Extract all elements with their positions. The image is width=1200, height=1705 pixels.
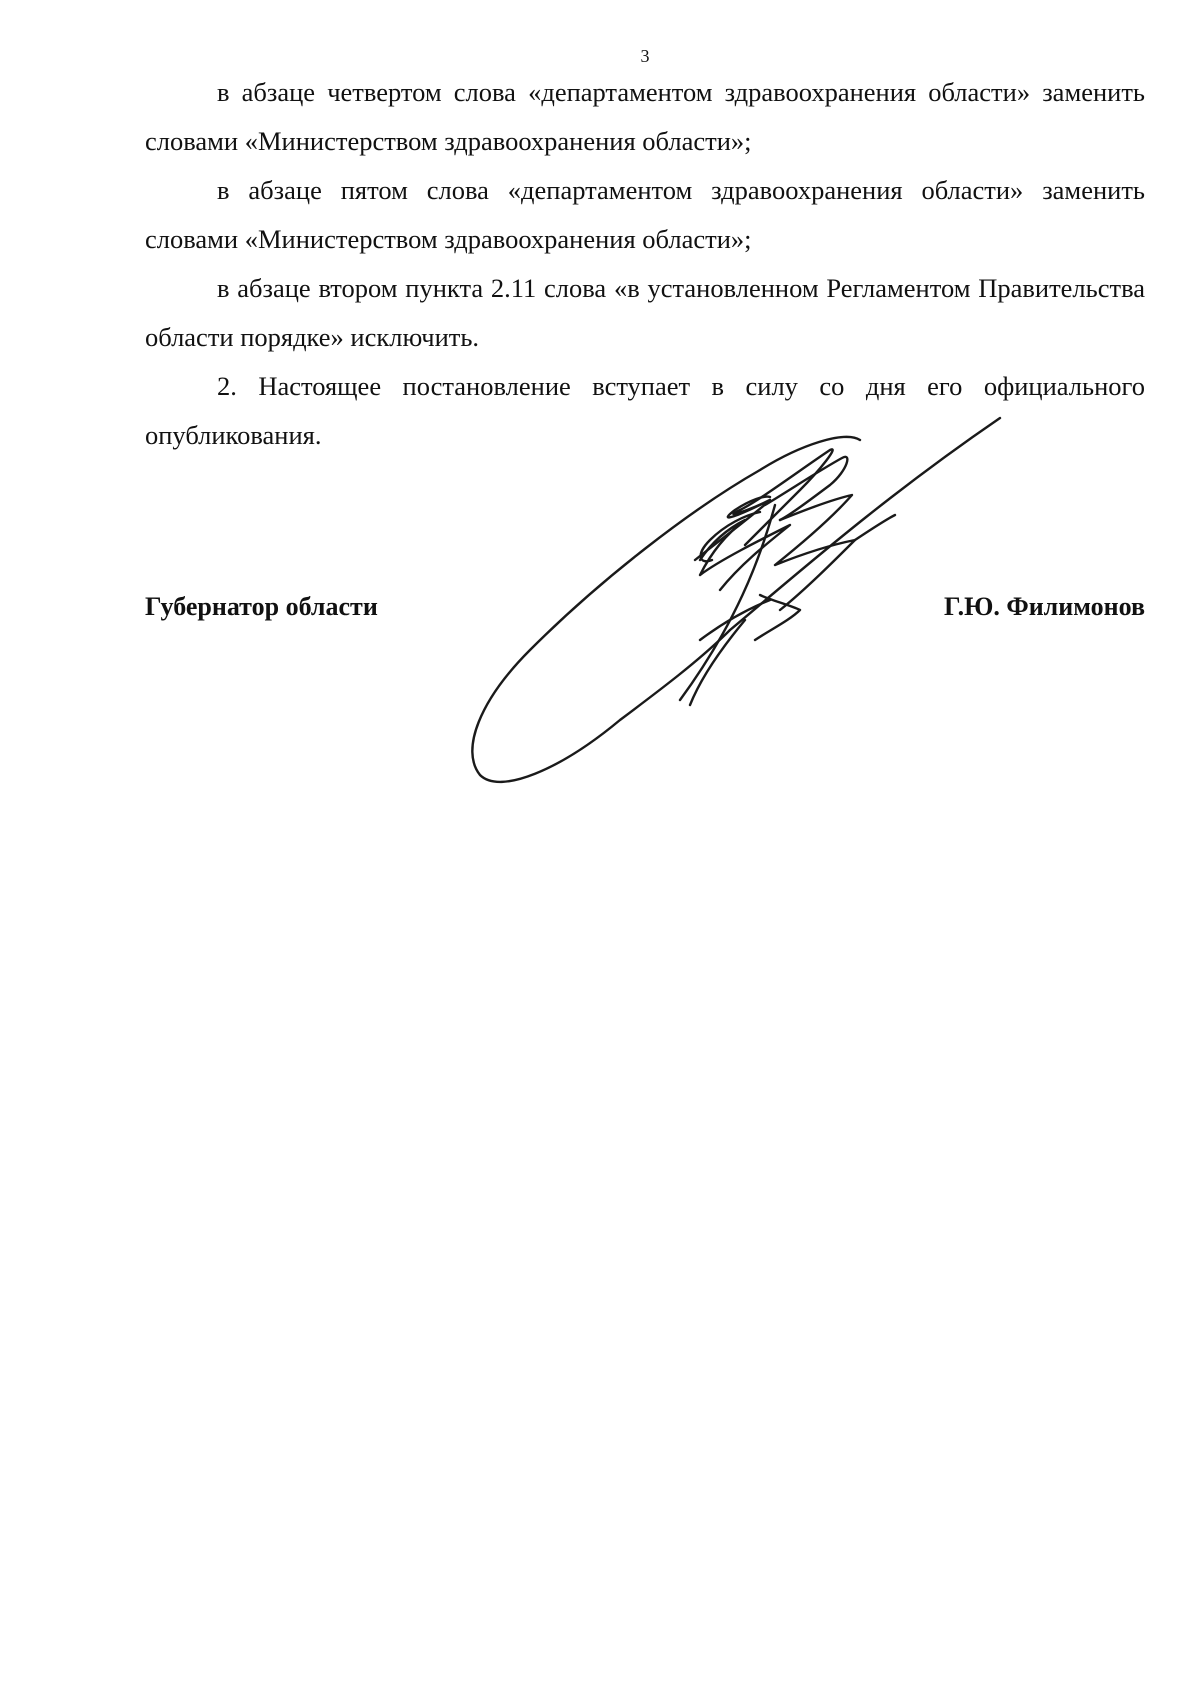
signatory-name: Г.Ю. Филимонов (943, 592, 1145, 621)
paragraph-amend-fourth: в абзаце четвертом слова «департаментом здравоохранения области» заменить словами «Министерством здравоохранения области»; (145, 77, 1145, 156)
paragraph-amend-2-11: в абзаце втором пункта 2.11 слова «в установленном Регламентом Правительства области порядке» исключить. (145, 273, 1145, 352)
signatory-title: Губернатор области (145, 592, 378, 621)
signature-block (145, 587, 1145, 627)
page-number: 3 (640, 46, 650, 66)
paragraph-effective-date: 2. Настоящее постановление вступает в силу со дня его официального опубликования. (145, 371, 1145, 450)
document-body (145, 68, 1145, 460)
paragraph-amend-fifth: в абзаце пятом слова «департаментом здравоохранения области» заменить словами «Министерством здравоохранения области»; (145, 175, 1145, 254)
